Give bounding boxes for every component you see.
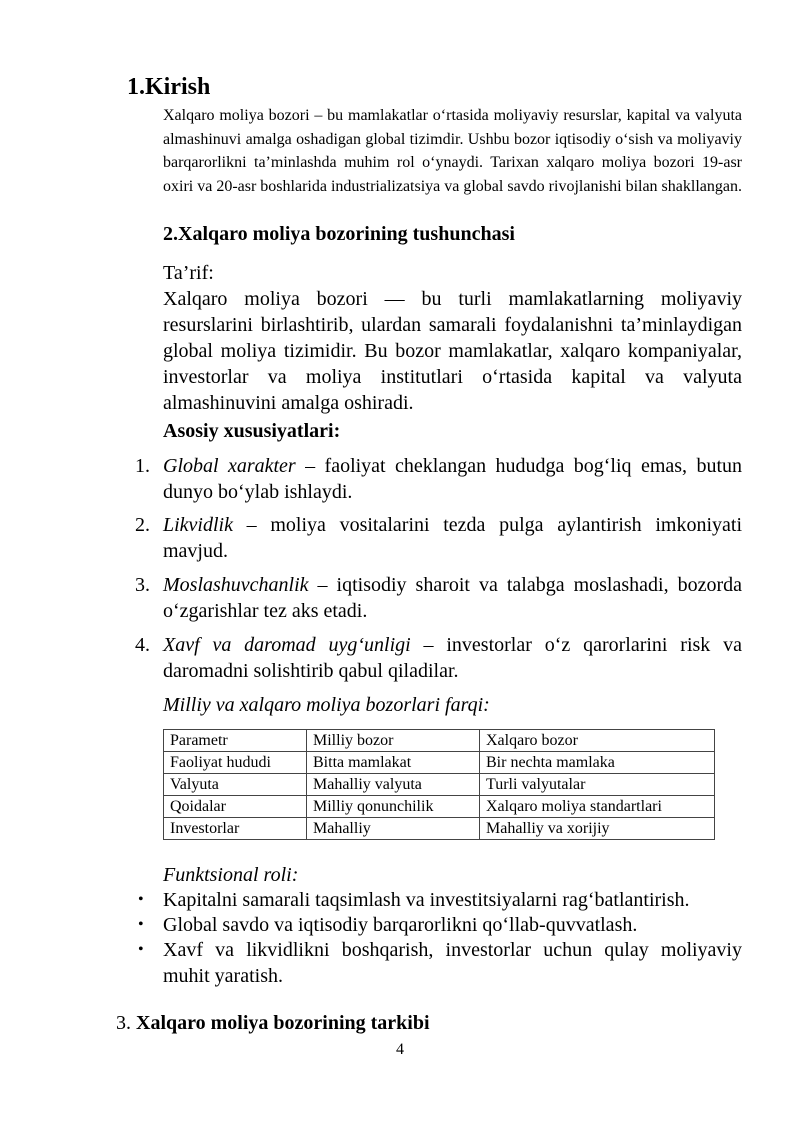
feature-item (163, 512, 742, 564)
features-heading: Asosiy xususiyatlari: (163, 420, 341, 442)
role-item: Kapitalni samarali taqsimlash va investitsiyalarni rag‘batlantirish. (163, 889, 690, 911)
intro-paragraph: Xalqaro moliya bozori – bu mamlakatlar o‘rtasida moliyaviy resurslar, kapital va valyuta almashinuvi amalga oshadigan global tizimdir. Ushbu bozor iqtisodiy o‘sish va moliyaviy barqarorlikni ta’minlashda muhim rol o‘ynaydi. Tarixan xalqaro moliya bozori 19-asr oxiri va 20-asr boshlarida industrializatsiya va global savdo rivojlanishi bilan shakllangan. (163, 107, 742, 195)
feature-desc: – iqtisodiy sharoit va talabga moslashadi, bozorda o‘zgarishlar tez aks etadi. (163, 574, 742, 622)
table-cell: Turli valyutalar (480, 774, 715, 796)
table-cell: Valyuta (164, 774, 307, 796)
table-header-cell: Xalqaro bozor (480, 730, 715, 752)
feature-number: 3. (135, 574, 150, 596)
table-cell: Bitta mamlakat (307, 752, 480, 774)
feature-item (163, 632, 742, 684)
role-item: Xavf va likvidlikni boshqarish, investorlar uchun qulay moliyaviy muhit yaratish. (163, 939, 742, 987)
table-row (164, 774, 715, 796)
feature-item (163, 572, 742, 624)
table-cell: Milliy qonunchilik (307, 796, 480, 818)
section3-heading (116, 1012, 430, 1035)
table-header-row (164, 730, 715, 752)
table-cell: Qoidalar (164, 796, 307, 818)
definition-label: Ta’rif: (163, 262, 214, 284)
section3-number: 3. (116, 1012, 131, 1034)
roles-heading: Funktsional roli: (163, 864, 299, 886)
page-number: 4 (396, 1041, 404, 1058)
feature-term: Likvidlik (163, 514, 233, 536)
table-cell: Investorlar (164, 818, 307, 840)
role-item: Global savdo va iqtisodiy barqarorlikni qo‘llab-quvvatlash. (163, 914, 638, 936)
table-row (164, 752, 715, 774)
feature-desc: – investorlar o‘z qarorlarini risk va daromadni solishtirib qabul qiladilar. (163, 634, 742, 682)
table-cell: Mahalliy (307, 818, 480, 840)
feature-number: 4. (135, 634, 150, 656)
section3-title: Xalqaro moliya bozorining tarkibi (136, 1012, 430, 1034)
heading-tushunchasi: 2.Xalqaro moliya bozorining tushunchasi (163, 223, 515, 245)
comparison-table (163, 729, 715, 840)
bullet-icon: • (138, 941, 144, 958)
table-cell: Bir nechta mamlaka (480, 752, 715, 774)
table-cell: Xalqaro moliya standartlari (480, 796, 715, 818)
table-caption: Milliy va xalqaro moliya bozorlari farqi: (163, 694, 490, 716)
table-cell: Mahalliy va xorijiy (480, 818, 715, 840)
feature-term: Global xarakter (163, 455, 296, 477)
feature-number: 1. (135, 455, 150, 477)
table-row (164, 796, 715, 818)
definition-text: Xalqaro moliya bozori — bu turli mamlakatlarning moliyaviy resurslarini birlashtirib, ulardan samarali foydalanishni ta’minlaydigan global moliya tizimidir. Bu bozor mamlakatlar, xalqaro kompaniyalar, investorlar va moliya institutlari o‘rtasida kapital va valyuta almashinuvini amalga oshiradi. (163, 288, 742, 414)
heading-kirish: 1.Kirish (127, 74, 211, 100)
table-cell: Faoliyat hududi (164, 752, 307, 774)
feature-desc: – moliya vositalarini tezda pulga aylantirish imkoniyati mavjud. (163, 514, 742, 562)
feature-item (163, 453, 742, 505)
feature-desc: – faoliyat cheklangan hududga bog‘liq emas, butun dunyo bo‘ylab ishlaydi. (163, 455, 742, 503)
bullet-icon: • (138, 916, 144, 933)
feature-number: 2. (135, 514, 150, 536)
table-header-cell: Milliy bozor (307, 730, 480, 752)
table-row (164, 818, 715, 840)
feature-term: Moslashuvchanlik (163, 574, 309, 596)
bullet-icon: • (138, 891, 144, 908)
table-cell: Mahalliy valyuta (307, 774, 480, 796)
feature-term: Xavf va daromad uyg‘unligi (163, 634, 411, 656)
table-header-cell: Parametr (164, 730, 307, 752)
